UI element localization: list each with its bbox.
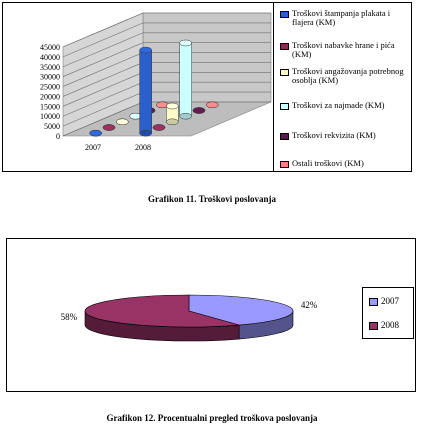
- bar-body: [180, 43, 192, 116]
- bar: [206, 102, 218, 108]
- back-wall: [143, 13, 271, 102]
- pie-chart-plot: [7, 239, 357, 391]
- legend-label: Troškovi štampanja plakata i flajera (KM): [292, 8, 391, 27]
- legend-label: Troškovi rekvizita (KM): [292, 130, 376, 140]
- legend-swatch: [280, 43, 289, 50]
- bar: [140, 47, 152, 136]
- y-tick-label: 45000: [40, 43, 60, 52]
- bar-top: [90, 130, 102, 136]
- y-tick-label: 0: [56, 132, 60, 141]
- bar-chart-plot: [3, 3, 273, 171]
- bar-base: [180, 113, 192, 119]
- bar-top: [180, 40, 192, 46]
- legend-swatch: [280, 161, 289, 168]
- y-tick-label: 30000: [40, 72, 60, 82]
- bar: [103, 125, 115, 131]
- legend-swatch: [280, 69, 289, 76]
- bar: [153, 125, 165, 131]
- bar-chart-legend: [273, 3, 412, 171]
- legend-label: Troškovi angažovanja potrebnog osoblja (KM): [292, 66, 404, 85]
- y-tick-label: 10000: [40, 112, 60, 122]
- bar-top: [193, 108, 205, 114]
- legend-label: Ostali troškovi (KM): [292, 158, 364, 168]
- bar: [116, 119, 128, 125]
- pie-chart-legend: [362, 287, 414, 339]
- pie-data-label: 42%: [300, 300, 318, 311]
- pie-chart-panel: [6, 238, 416, 392]
- bar-chart-panel: [2, 2, 412, 172]
- bar: [90, 130, 102, 136]
- y-tick-label: 15000: [40, 102, 60, 112]
- pie-data-label: 58%: [60, 311, 78, 322]
- chart-caption-11: Grafikon 11. Troškovi poslovanja: [147, 194, 277, 204]
- bar-top: [206, 102, 218, 108]
- legend-swatch: [280, 103, 289, 110]
- bar-top: [140, 47, 152, 53]
- y-tick-label: 25000: [40, 82, 60, 92]
- y-tick-label: 20000: [40, 92, 60, 102]
- bar-top: [116, 119, 128, 125]
- bar: [166, 103, 178, 125]
- legend-swatch: [369, 322, 378, 330]
- bar-top: [153, 125, 165, 131]
- legend-swatch: [369, 298, 378, 306]
- x-tick-label: 2007: [85, 143, 101, 152]
- legend-label: 2008: [381, 320, 399, 330]
- bar: [193, 108, 205, 114]
- legend-label: 2007: [381, 296, 399, 306]
- bar-base: [140, 130, 152, 136]
- legend-label: Troškovi za najmade (KM): [292, 100, 385, 110]
- bar-body: [140, 50, 152, 133]
- legend-swatch: [280, 133, 289, 140]
- chart-caption-12: Grafikon 12. Procentualni pregled troškova poslovanja: [106, 413, 318, 423]
- bar-top: [103, 125, 115, 131]
- x-tick-label: 2008: [135, 143, 151, 152]
- y-tick-label: 40000: [40, 52, 60, 62]
- y-tick-label: 35000: [40, 62, 60, 72]
- bar-top: [166, 103, 178, 109]
- bar-base: [166, 119, 178, 125]
- y-tick-label: 5000: [44, 122, 60, 132]
- bar: [180, 40, 192, 119]
- legend-label: Troškovi nabavke hrane i pića (KM): [292, 40, 395, 59]
- legend-swatch: [280, 11, 289, 18]
